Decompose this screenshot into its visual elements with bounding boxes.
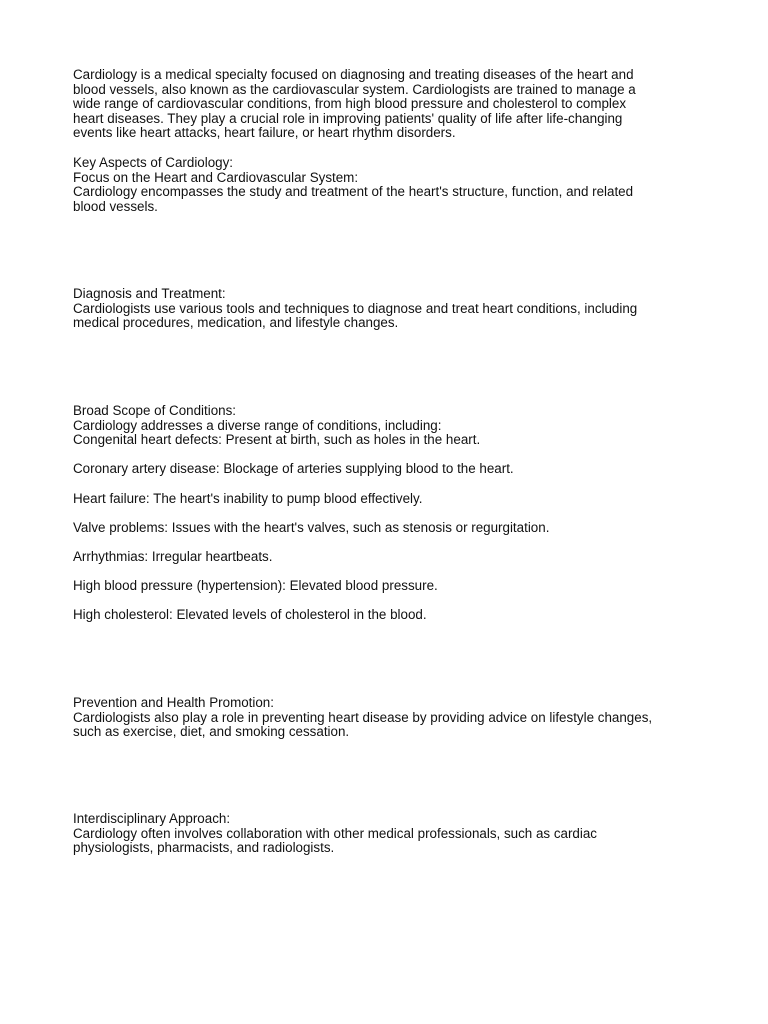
- section-heading: Interdisciplinary Approach:: [73, 811, 231, 826]
- intro-line: events like heart attacks, heart failure, or heart rhythm disorders.: [73, 125, 456, 141]
- section-body-line: Cardiology encompasses the study and treatment of the heart's structure, function, and related: [73, 184, 634, 200]
- condition-item: Heart failure: The heart's inability to pump blood effectively.: [73, 490, 423, 506]
- prevention-section: [73, 696, 713, 740]
- condition-item: High blood pressure (hypertension): Elevated blood pressure.: [73, 578, 438, 594]
- section-heading: Prevention and Health Promotion:: [73, 695, 274, 710]
- key-aspects-section: [73, 156, 713, 214]
- interdisciplinary-section: [73, 812, 713, 856]
- section-intro: Cardiology addresses a diverse range of conditions, including:: [73, 417, 442, 433]
- intro-line: wide range of cardiovascular conditions, from high blood pressure and cholesterol to complex: [73, 96, 627, 112]
- section-heading: Broad Scope of Conditions:: [73, 403, 237, 418]
- section-body-line: medical procedures, medication, and lifestyle changes.: [73, 315, 399, 331]
- condition-item: Congenital heart defects: Present at birth, such as holes in the heart.: [73, 432, 481, 448]
- section-heading: Diagnosis and Treatment:: [73, 286, 226, 301]
- intro-line: Cardiology is a medical specialty focused on diagnosing and treating diseases of the heart and: [73, 67, 634, 82]
- section-body-line: such as exercise, diet, and smoking cessation.: [73, 724, 350, 740]
- section-body-line: Cardiologists also play a role in preventing heart disease by providing advice on lifestyle changes,: [73, 709, 653, 725]
- section-body-line: physiologists, pharmacists, and radiologists.: [73, 840, 335, 856]
- intro-line: heart diseases. They play a crucial role in improving patients' quality of life after life-changing: [73, 110, 623, 126]
- intro-line: blood vessels, also known as the cardiovascular system. Cardiologists are trained to manage a: [73, 81, 636, 97]
- condition-item: Coronary artery disease: Blockage of arteries supplying blood to the heart.: [73, 461, 514, 477]
- section-heading: Key Aspects of Cardiology:: [73, 155, 234, 170]
- intro-paragraph: [73, 68, 713, 141]
- condition-item: Valve problems: Issues with the heart's valves, such as stenosis or regurgitation.: [73, 519, 550, 535]
- condition-item: Arrhythmias: Irregular heartbeats.: [73, 548, 273, 564]
- section-subheading: Focus on the Heart and Cardiovascular System:: [73, 169, 359, 185]
- section-body-line: blood vessels.: [73, 198, 158, 214]
- section-body-line: Cardiology often involves collaboration with other medical professionals, such as cardiac: [73, 825, 597, 841]
- section-body-line: Cardiologists use various tools and techniques to diagnose and treat heart conditions, including: [73, 300, 638, 316]
- conditions-section: [73, 404, 713, 623]
- diagnosis-section: [73, 287, 713, 331]
- condition-item: High cholesterol: Elevated levels of cholesterol in the blood.: [73, 607, 427, 623]
